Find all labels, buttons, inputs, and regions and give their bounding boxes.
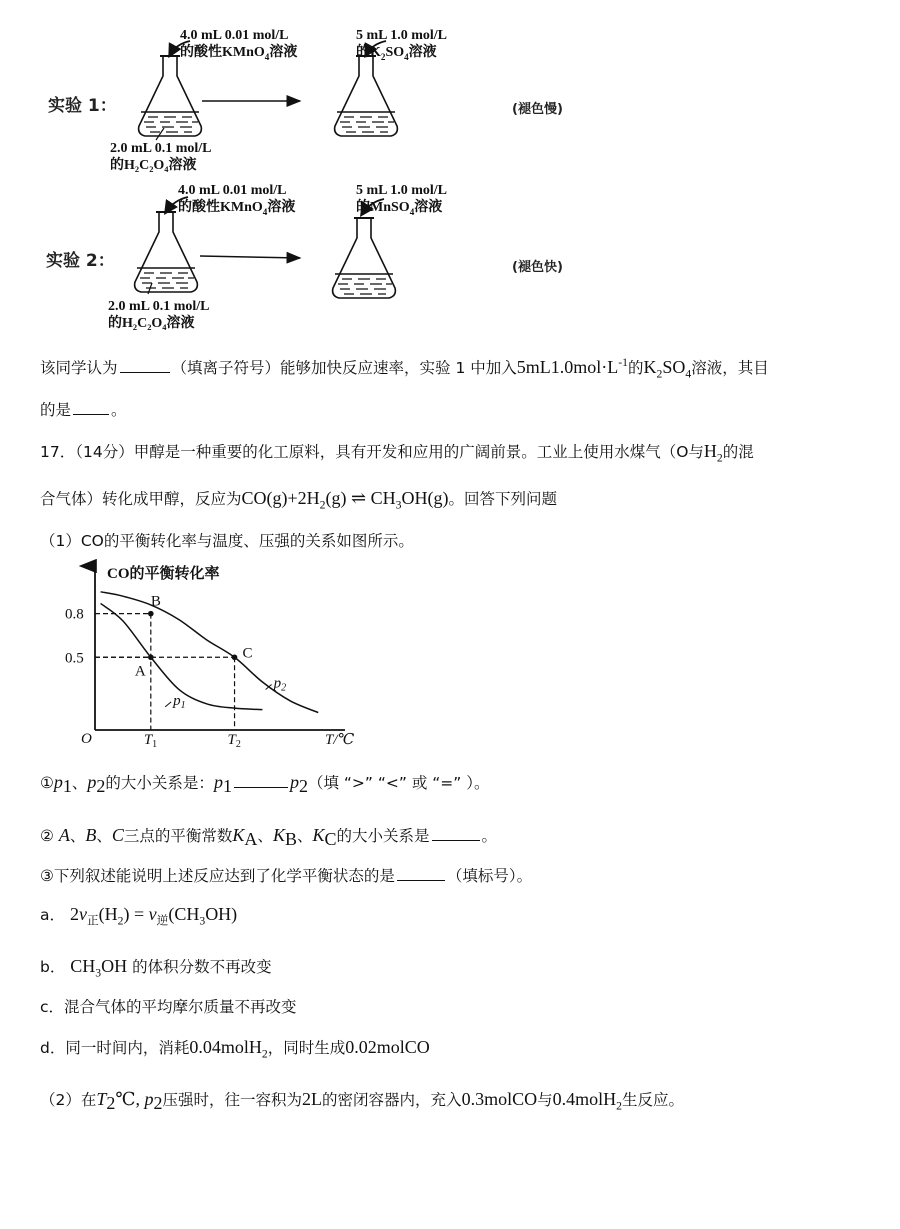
experiment-2-reagent-1: [178, 182, 295, 216]
point-label-c: C: [242, 645, 253, 662]
reagent-amount: 5 mL 1.0 mol/L: [356, 28, 448, 43]
experiment-1-reagent-1: [180, 27, 297, 61]
experiment-2-flask-1: [135, 212, 198, 292]
experiment-2-reagent-3: [108, 298, 210, 332]
point-b: [148, 611, 154, 617]
answer-blank[interactable]: [120, 356, 170, 373]
experiment-2-result: (褪色快): [512, 260, 563, 275]
question-item-1: $①p_1$、$p_2$的大小关系是：$p_1$ $p_2$（填 “>” “<” 或 “=” ）。: [40, 772, 490, 797]
point-label-b: B: [150, 593, 161, 610]
answer-blank[interactable]: [234, 771, 288, 788]
series-label-pointer-p1: [165, 702, 171, 707]
answer-blank[interactable]: [432, 824, 480, 841]
experiment-1-reagent-2: [356, 27, 447, 61]
experiment-1-label: 实验 1：: [48, 96, 117, 116]
x-tick-label-t1: $T_1$: [143, 732, 158, 750]
reagent-amount: 4.0 mL 0.01 mol/L: [178, 183, 287, 198]
question-17-line-2: 合气体）转化成甲醇，反应为$CO(g)+2H_2(g)$ ⇌ $CH_3OH(g)$。回答下列问题: [40, 488, 557, 512]
option-a[interactable]: a． $2v_正(H_2) = v_逆(CH_3OH)$: [40, 904, 238, 928]
reagent-amount: 4.0 mL 0.01 mol/L: [180, 28, 289, 43]
experiment-1-flask-2: [335, 56, 398, 136]
experiment-2-arrow: [200, 256, 300, 258]
reagent-name: 的酸性KMnO$_4$溶液: [180, 45, 298, 62]
x-tick-label-t2: $T_2$: [227, 732, 241, 750]
question-item-3: ③下列叙述能说明上述反应达到了化学平衡状态的是 （填标号）。: [40, 864, 532, 887]
experiment-2-label: 实验 2：: [46, 251, 115, 271]
reagent-name: 的酸性KMnO$_4$溶液: [178, 200, 296, 217]
reagent-name: 的H₂C₂O₄溶液: [110, 158, 197, 173]
experiment-1-pointer-3: [156, 128, 164, 140]
x-axis-label: T/℃: [325, 732, 355, 748]
point-a: [148, 654, 154, 660]
experiment-2-reagent-2: [356, 182, 447, 216]
question-17-subpart-1: （1）CO的平衡转化率与温度、压强的关系如图所示。: [40, 532, 414, 550]
point-label-a: A: [134, 663, 146, 680]
experiment-2-flask-2: [333, 218, 396, 298]
paragraph-1-line-2: 的是 。: [40, 398, 127, 421]
reagent-name: 的$K_2SO_4$溶液: [356, 45, 437, 62]
option-c[interactable]: c．混合气体的平均摩尔质量不再改变: [40, 998, 297, 1016]
series-label-p2: $p_2$: [273, 675, 287, 694]
reagent-name: 的MnSO$_4$溶液: [356, 200, 443, 217]
experiment-diagram: [0, 0, 640, 345]
series-label-p1: $p_1$: [173, 692, 186, 711]
reagent-amount: 2.0 mL 0.1 mol/L: [110, 141, 212, 156]
y-tick-label: 0.8: [65, 606, 84, 623]
paragraph-1-line-1: 该同学认为 （填离子符号）能够加快反应速率，实验 1 中加入$5mL1.0mol\cdot L^{-1}$的$K_2SO_4$溶液，其目: [40, 356, 769, 381]
experiment-1-flask-1: [139, 56, 202, 136]
answer-blank[interactable]: [73, 398, 109, 415]
experiment-1-reagent-3: [110, 140, 212, 174]
question-17-subpart-2: （2）在$T_2℃$, $p_2$压强时，往一容积为2L的密闭容器内，充入0.3molCO与0.4molH$_2$生反应。: [40, 1089, 684, 1114]
reagent-name: 的H₂C₂O₄溶液: [108, 316, 195, 331]
experiment-1-result: (褪色慢): [512, 102, 563, 117]
reaction-equation: $CO(g)+2H_2(g)$ ⇌ $CH_3OH(g)$: [241, 488, 449, 512]
question-17-line-1: 17．（14分）甲醇是一种重要的化工原料，具有开发和应用的广阔前景。工业上使用水煤气（O与$H_2$的混: [40, 441, 754, 465]
reagent-amount: 2.0 mL 0.1 mol/L: [108, 299, 210, 314]
origin-label: O: [81, 731, 92, 747]
co-conversion-chart: [60, 558, 360, 753]
y-axis-label: CO的平衡转化率: [107, 566, 220, 582]
answer-blank[interactable]: [397, 864, 445, 881]
point-c: [232, 654, 238, 660]
option-b[interactable]: b． $CH_3OH$ 的体积分数不再改变: [40, 956, 272, 980]
option-d[interactable]: d．同一时间内，消耗0.04molH$_2$，同时生成0.02molCO: [40, 1037, 430, 1061]
series-curve-p2: [101, 592, 319, 713]
question-item-2: ② A、B、C三点的平衡常数$K_A$、$K_B$、$K_C$的大小关系是 。: [40, 825, 498, 850]
y-tick-label: 0.5: [65, 650, 84, 667]
series-curve-p1: [101, 603, 263, 709]
reagent-amount: 5 mL 1.0 mol/L: [356, 183, 448, 198]
